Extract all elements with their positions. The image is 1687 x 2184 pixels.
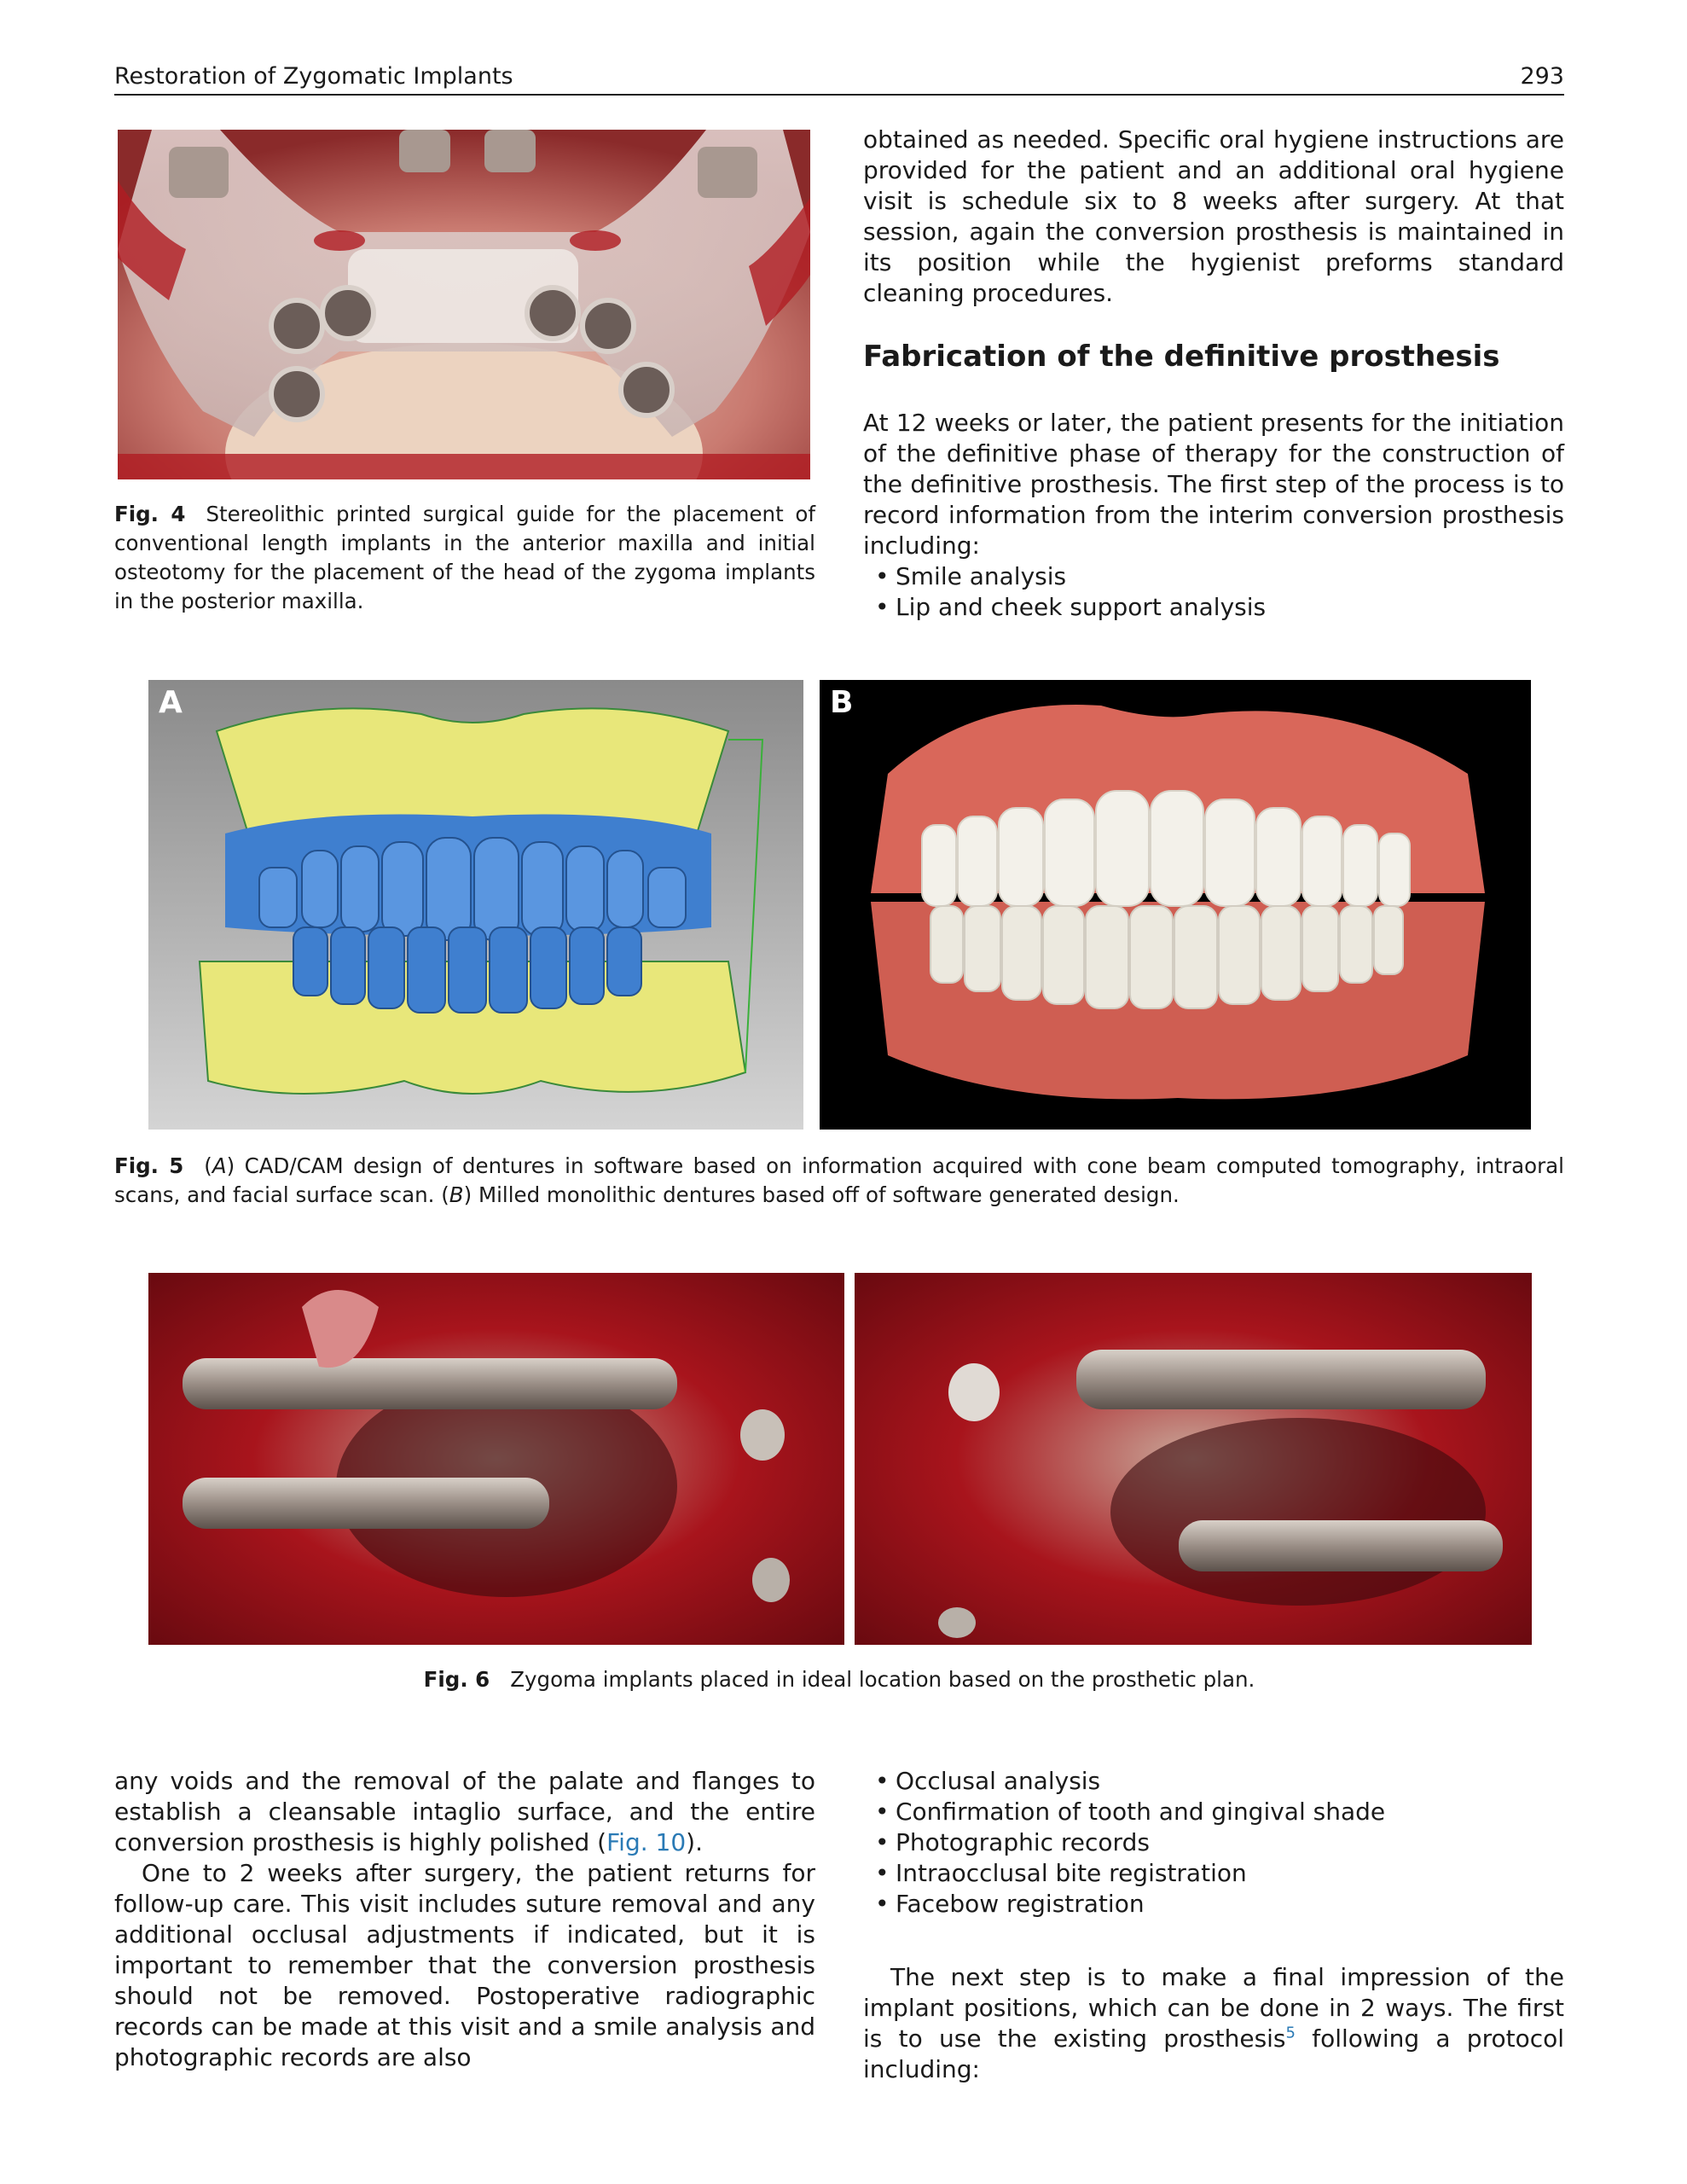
right-top-paragraph: obtained as needed. Specific oral hygiene instructions are provided for the patient and an additional oral hygiene visit is schedule six to 8 weeks after surgery. At that session, again the conversion prosthesis is maintained in its position while the hygienist preforms standard cleaning procedures.: [863, 125, 1564, 307]
fig6-caption-text: Zygoma implants placed in ideal location based on the prosthetic plan.: [510, 1667, 1255, 1692]
fig6-image-right: [855, 1273, 1532, 1645]
list-item: • Intraocclusal bite registration: [863, 1858, 1564, 1889]
fig5-caption: Fig. 5 (A) CAD/CAM design of dentures in software based on information acquired with cone beam computed tomography, intraoral scans, and facial surface scan. (B) Milled monolithic dentures based off of software generated design.: [114, 1153, 1564, 1207]
fig5-panel-a-label: A: [159, 685, 183, 720]
left-bottom-paragraph-2: One to 2 weeks after surgery, the patient returns for follow-up care. This visit includes suture removal and any additional occlusal adjustments if indicated, but it is important to remember that the conversion prosthesis should not be removed. Postoperative radiographic records can be made at this visit and a smile analysis and photographic records are also: [114, 1859, 815, 2071]
right-top-bullets: [863, 561, 1564, 623]
right-bottom-paragraph: The next step is to make a final impression of the implant positions, which can be done in 2 ways. The first is to use the existing prosthesis$^5$ following a protocol including:: [863, 1963, 1565, 2083]
left-bottom-paragraph-1: any voids and the removal of the palate and flanges to establish a cleansable intaglio surface, and the entire conversion prosthesis is highly polished (Fig. 10).: [114, 1767, 815, 1856]
list-item: • Occlusal analysis: [863, 1766, 1564, 1797]
right-top-paragraph-2: At 12 weeks or later, the patient presents for the initiation of the definitive phase of therapy for the construction of the definitive prosthesis. The first step of the process is to record information from the interim conversion prosthesis including:: [863, 409, 1564, 560]
fig5-label: Fig. 5: [114, 1153, 184, 1178]
fig6-image-left: [148, 1273, 844, 1645]
list-item: • Confirmation of tooth and gingival shade: [863, 1797, 1564, 1827]
fig4-caption: [114, 500, 815, 616]
list-item: • Smile analysis: [863, 561, 1564, 592]
fig10-link[interactable]: Fig. 10: [606, 1828, 687, 1856]
fig6-label: Fig. 6: [423, 1667, 490, 1692]
list-item: • Photographic records: [863, 1827, 1564, 1858]
fig5-panel-b-label: B: [830, 685, 854, 720]
reference-5[interactable]: 5: [1285, 2024, 1296, 2042]
right-bottom-bullets: [863, 1766, 1564, 1920]
left-bottom-text: [114, 1766, 815, 2073]
running-head: [114, 60, 1564, 96]
page-number: 293: [1520, 63, 1564, 90]
fig6-caption: [114, 1665, 1564, 1694]
fig5a-image: [148, 680, 803, 1130]
fig4-caption-text: Stereolithic printed surgical guide for the placement of conventional length implants in the anterior maxilla and initial osteotomy for the placement of the head of the zygoma implants in the posterior maxilla.: [114, 502, 815, 613]
list-item: • Facebow registration: [863, 1889, 1564, 1920]
running-title: Restoration of Zygomatic Implants: [114, 63, 513, 90]
fig4-image: [118, 130, 810, 479]
fig5b-image: [820, 680, 1531, 1130]
list-item: • Lip and cheek support analysis: [863, 592, 1564, 623]
fig4-label: Fig. 4: [114, 502, 186, 526]
section-heading: Fabrication of the definitive prosthesis: [863, 340, 1500, 374]
